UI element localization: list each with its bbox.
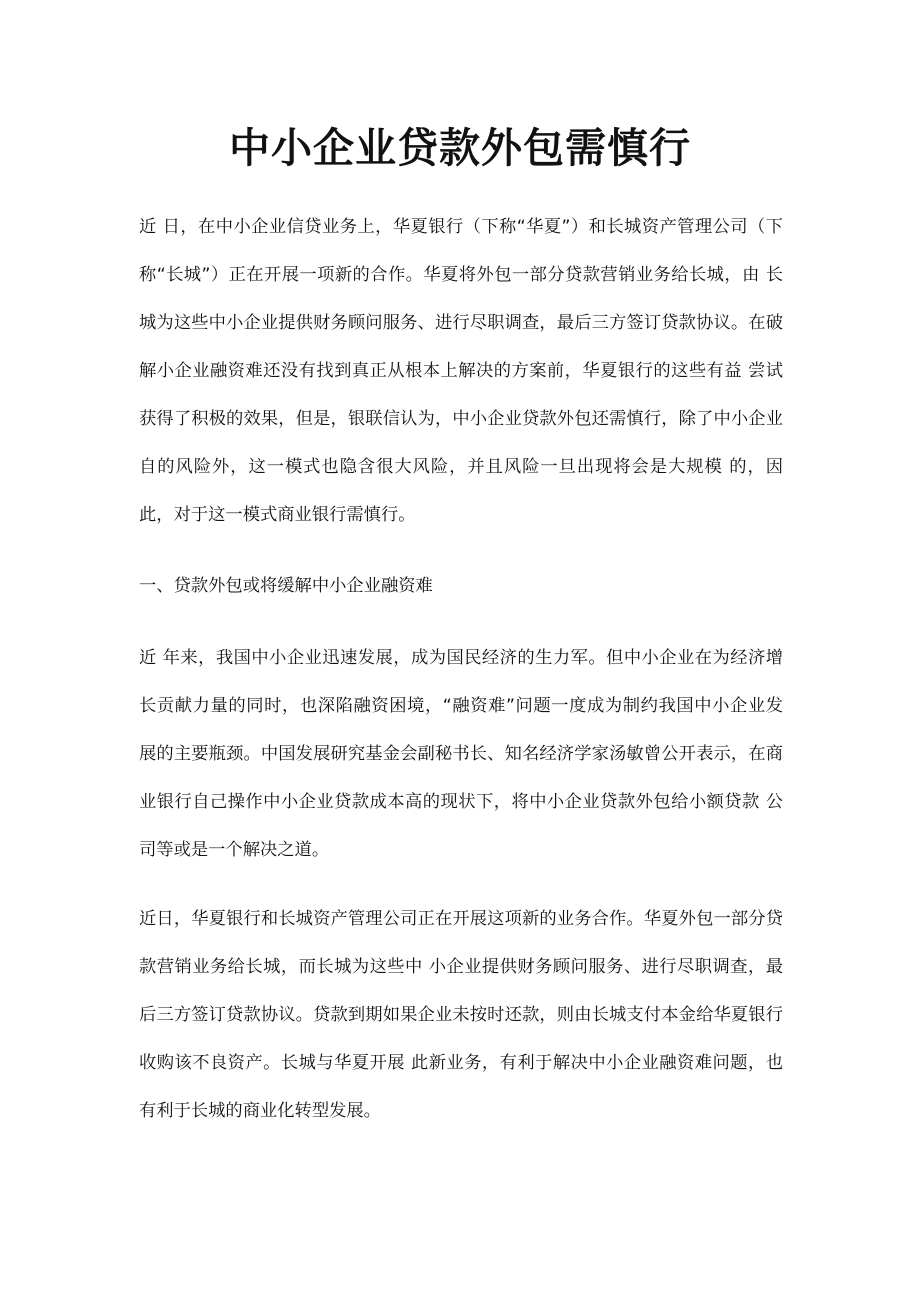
section-heading-1: 一、贷款外包或将缓解中小企业融资难 [139,576,433,596]
paragraph-background: 近 年来，我国中小企业迅速发展，成为国民经济的生力军。但中小企业在为经济增长贡献力量的同时，也深陷融资困境，“融资难”问题一度成为制约我国中小企业发 展的主要瓶颈。中国发展研究基金会副秘书长、知名经济学家汤敏曾公开表示，在商业银行自己操作中小企业贷款成本高的现状下，将中小企业贷款外包给小额贷款 公司等或是一个解决之道。 [139,648,783,860]
document-title: 中小企业贷款外包需慎行 [229,124,691,172]
paragraph-cooperation: 近日，华夏银行和长城资产管理公司正在开展这项新的业务合作。华夏外包一部分贷款营销业务给长城，而长城为这些中 小企业提供财务顾问服务、进行尽职调查，最后三方签订贷款协议。贷款到期如果企业未按时还款，则由长城支付本金给华夏银行收购该不良资产。长城与华夏开展 此新业务，有利于解决中小企业融资难问题，也有利于长城的商业化转型发展。 [139,909,783,1121]
paragraph-intro: 近 日，在中小企业信贷业务上，华夏银行（下称“华夏”）和长城资产管理公司（下称“长城”）正在开展一项新的合作。华夏将外包一部分贷款营销业务给长城，由 长城为这些中小企业提供财务顾问服务、进行尽职调查，最后三方签订贷款协议。在破解小企业融资难还没有找到真正从根本上解决的方案前，华夏银行的这些有益 尝试获得了积极的效果，但是，银联信认为，中小企业贷款外包还需慎行，除了中小企业自的风险外，这一模式也隐含很大风险，并且风险一旦出现将会是大规模 的，因此，对于这一模式商业银行需慎行。 [139,217,783,525]
